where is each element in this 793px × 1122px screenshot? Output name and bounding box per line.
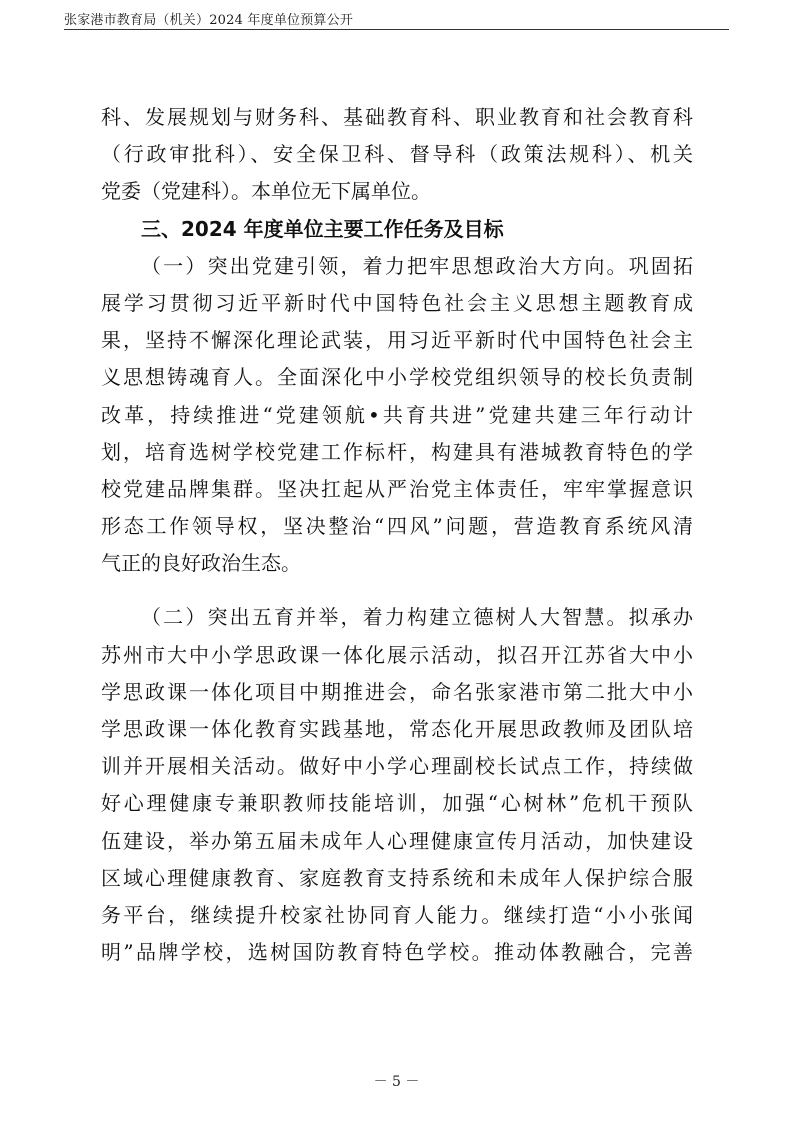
- body-line: 形态工作领导权，坚决整治“四风”问题，营造教育系统风清: [101, 514, 693, 539]
- body-line: 党委（党建科）。本单位无下属单位。: [101, 179, 431, 204]
- paragraph-gap: [101, 582, 693, 599]
- body-line: 义思想铸魂育人。全面深化中小学校党组织领导的校长负责制: [101, 365, 693, 390]
- body-line: 好心理健康专兼职教师技能培训，加强“心树林”危机干预队: [101, 791, 693, 816]
- running-header: 张家港市教育局（机关）2024 年度单位预算公开: [64, 13, 354, 28]
- body-line: 明”品牌学校，选树国防教育特色学校。推动体教融合，完善: [101, 940, 693, 965]
- body-line: 果，坚持不懈深化理论武装，用习近平新时代中国特色社会主: [101, 328, 693, 353]
- body-line: 划，培育选树学校党建工作标杆，构建具有港城教育特色的学: [101, 439, 693, 464]
- body-line: 伍建设，举办第五届未成年人心理健康宣传月活动，加快建设: [101, 828, 693, 853]
- body-line: 务平台，继续提升校家社协同育人能力。继续打造“小小张闻: [101, 902, 693, 927]
- header-rule: [64, 29, 729, 30]
- body-line: 校党建品牌集群。坚决扛起从严治党主体责任，牢牢掌握意识: [101, 476, 693, 501]
- page-number: － 5 －: [373, 1074, 420, 1090]
- document-body: [101, 99, 693, 971]
- paragraph-first-line: （一）突出党建引领，着力把牢思想政治大方向。巩固拓: [141, 253, 693, 278]
- body-line: 学思政课一体化教育实践基地，常态化开展思政教师及团队培: [101, 717, 693, 741]
- paragraph-first-line: （二）突出五育并举，着力构建立德树人大智慧。拟承办: [141, 605, 693, 630]
- body-line: 科、发展规划与财务科、基础教育科、职业教育和社会教育科: [101, 105, 693, 129]
- section-heading: 三、2024 年度单位主要工作任务及目标: [141, 216, 504, 241]
- body-line: 苏州市大中小学思政课一体化展示活动，拟召开江苏省大中小: [101, 642, 693, 667]
- body-line: 气正的良好政治生态。: [101, 551, 301, 576]
- body-line: 学思政课一体化项目中期推进会，命名张家港市第二批大中小: [101, 679, 693, 704]
- body-line: 区域心理健康教育、家庭教育支持系统和未成年人保护综合服: [101, 865, 693, 890]
- body-line: 训并开展相关活动。做好中小学心理副校长试点工作，持续做: [101, 754, 693, 779]
- body-line: （行政审批科）、安全保卫科、督导科（政策法规科）、机关: [101, 142, 693, 167]
- body-line: 展学习贯彻习近平新时代中国特色社会主义思想主题教育成: [101, 290, 693, 315]
- body-line: 改革，持续推进“党建领航•共育共进”党建共建三年行动计: [101, 402, 693, 427]
